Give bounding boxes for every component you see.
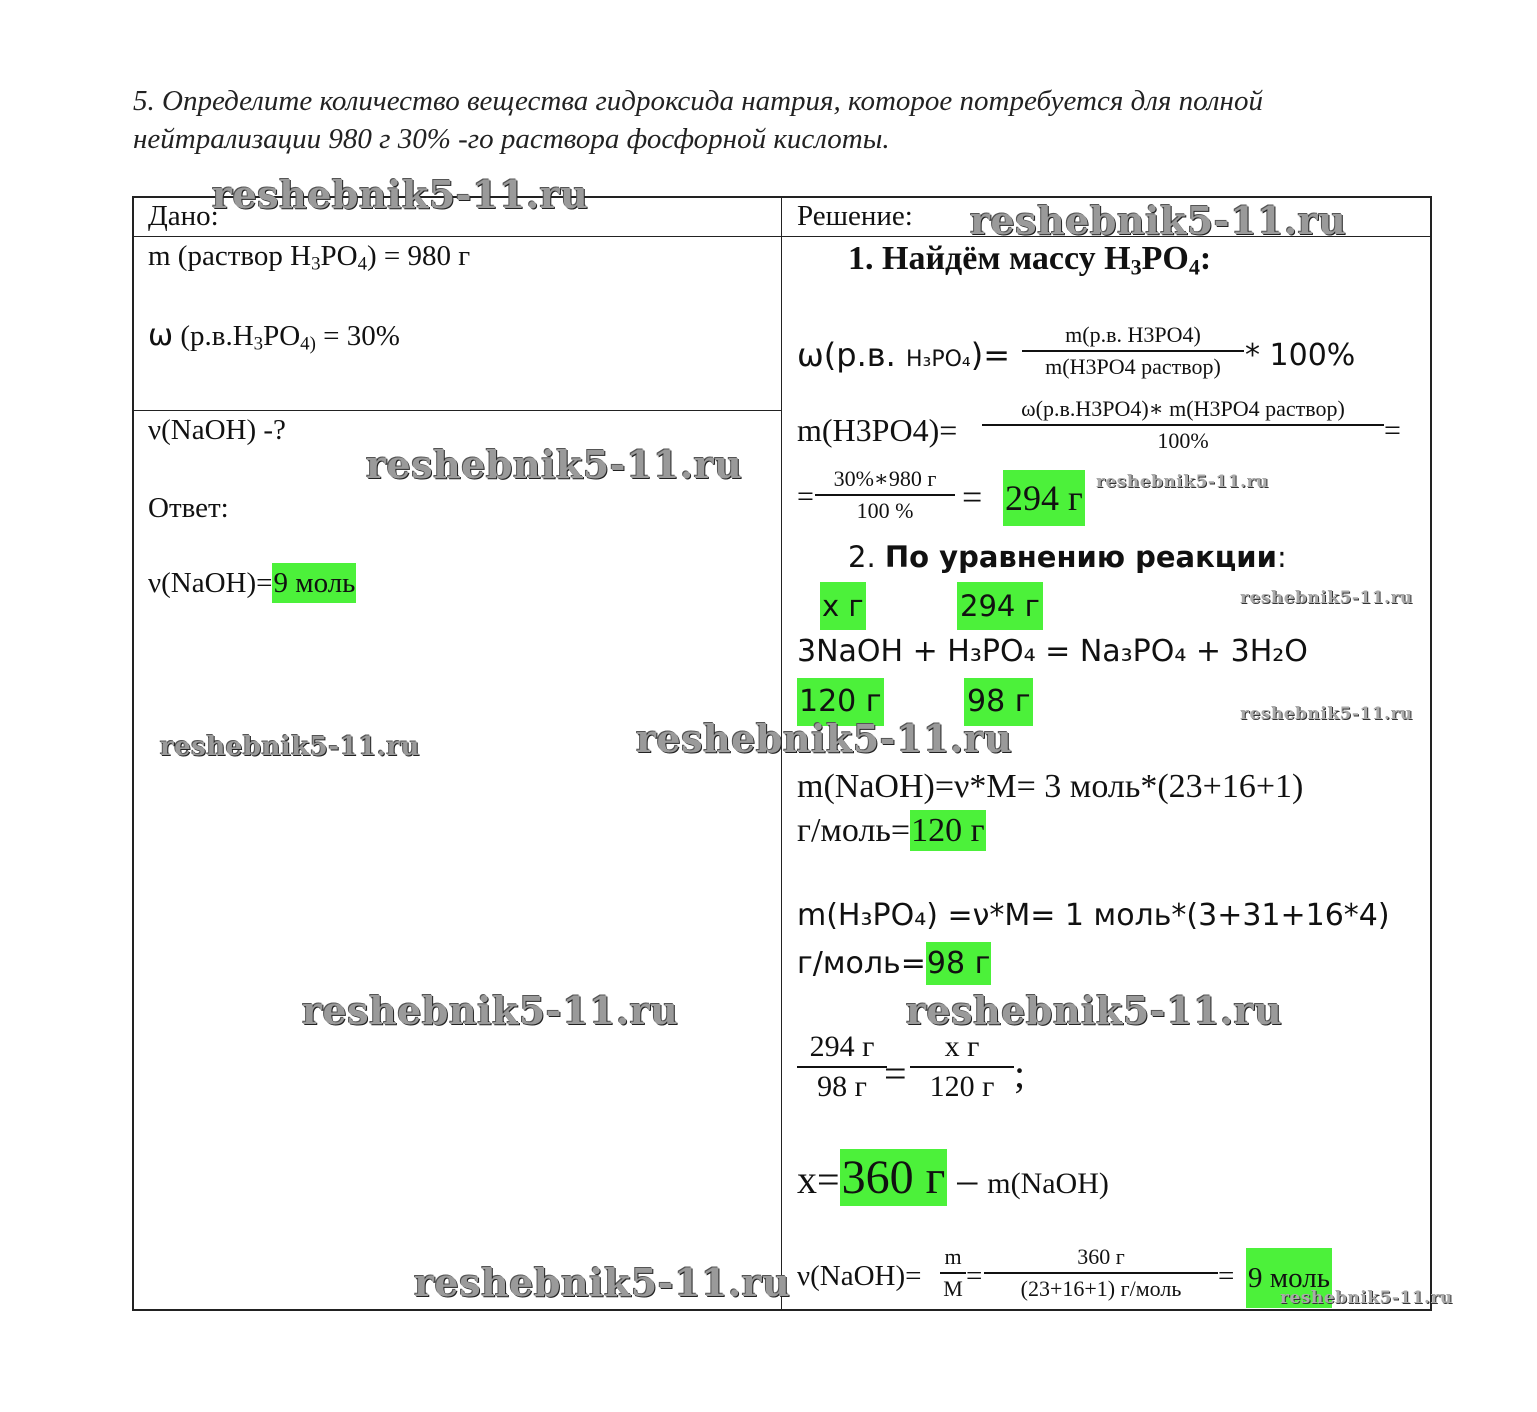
nu-fraction-main: 360 г (23+16+1) г/моль <box>984 1244 1218 1302</box>
label-98-g: 98 г <box>964 678 1033 726</box>
formula3-numerator: 30%∗980 г <box>833 466 937 491</box>
formula2-numerator: ω(р.в.H3PO4)∗ m(H3PO4 раствор) <box>1021 396 1345 421</box>
table-left-border <box>132 196 134 1311</box>
answer-label: Ответ: <box>148 492 229 524</box>
watermark-logo: reshebnik5-11.ru <box>212 172 589 217</box>
watermark-logo: reshebnik5-11.ru <box>636 716 1013 761</box>
find-quantity: ν(NaOH) -? <box>148 414 286 446</box>
table-given-divider <box>132 410 782 411</box>
x-result-line: x=360 г – m(NaOH) <box>797 1151 1109 1204</box>
formula3-fraction <box>815 466 955 524</box>
watermark-logo: reshebnik5-11.ru <box>970 198 1347 243</box>
label-294-g: 294 г <box>957 582 1043 630</box>
watermark-logo: reshebnik5-11.ru <box>1240 588 1413 608</box>
nu-value-highlight: 9 моль <box>1246 1248 1332 1308</box>
watermark-logo: reshebnik5-11.ru <box>1096 472 1269 492</box>
answer-value-highlight: 9 моль <box>272 563 356 603</box>
x-value-highlight: 360 г <box>841 1151 946 1204</box>
proportion-equals: = <box>884 1051 907 1096</box>
watermark-logo: reshebnik5-11.ru <box>366 442 743 487</box>
formula1-left: ω(р.в. H₃PO₄)= <box>797 336 1011 374</box>
formula2-fraction <box>982 396 1384 454</box>
nu-fraction-m-over-M: m M <box>940 1244 966 1302</box>
omega-symbol: ω <box>148 318 174 353</box>
watermark-logo: reshebnik5-11.ru <box>906 988 1283 1033</box>
m-naoh-line1: m(NaOH)=ν*M= 3 моль*(23+16+1) <box>797 768 1304 805</box>
watermark-logo: reshebnik5-11.ru <box>1280 1288 1453 1308</box>
m-h3po4-line1: m(H₃PO₄) =ν*M= 1 моль*(3+31+16*4) <box>797 898 1390 933</box>
label-120-g: 120 г <box>797 678 884 726</box>
watermark-logo: reshebnik5-11.ru <box>160 732 421 762</box>
given-mass: m (раствор $H_3PO_4) = 980$ г <box>148 240 471 275</box>
given-header: Дано: <box>148 200 219 232</box>
formula3-equals2: = <box>962 477 983 517</box>
formula1-numerator: m(р.в. H3PO4) <box>1065 322 1201 347</box>
formula3-denominator: 100 % <box>856 498 914 523</box>
m-h3po4-line2: г/моль=98 г <box>797 946 991 981</box>
m-h3po4-value-highlight: 98 г <box>926 942 991 985</box>
proportion-fraction-right: x г 120 г <box>910 1030 1014 1104</box>
nu-equals2: = <box>1218 1260 1235 1292</box>
proportion-semicolon: ; <box>1014 1051 1026 1096</box>
m-naoh-value-highlight: 120 г <box>911 812 985 849</box>
table-bottom-border <box>132 1309 1432 1311</box>
nu-equals1: = <box>966 1260 983 1292</box>
step2-title: 2. По уравнению реакции: <box>848 540 1287 574</box>
watermark-logo: reshebnik5-11.ru <box>414 1260 791 1305</box>
nu-naoh-prefix: ν(NaOH)= <box>797 1260 922 1292</box>
solution-header: Решение: <box>797 200 913 232</box>
m-naoh-line2: г/моль=120 г <box>797 812 985 849</box>
formula2-left: m(H3PO4)= <box>797 412 958 448</box>
table-right-border <box>1430 196 1432 1311</box>
proportion-fraction-left: 294 г 98 г <box>797 1030 887 1104</box>
formula3-equals: = <box>797 480 814 513</box>
formula1-fraction <box>1022 322 1244 380</box>
given-omega: ω ($р.в.H_3PO_{4)} = 30\%$ <box>148 318 400 355</box>
formula2-denominator: 100% <box>1157 428 1209 453</box>
formula1-denominator: m(H3PO4 раствор) <box>1045 354 1221 379</box>
watermark-logo: reshebnik5-11.ru <box>1240 704 1413 724</box>
label-x-g: x г <box>820 582 866 630</box>
answer-line: ν(NaOH)=9 моль <box>148 567 356 600</box>
formula1-right: * 100% <box>1245 338 1356 373</box>
formula3-result-highlight: 294 г <box>1003 470 1085 526</box>
task-statement: 5. Определите количество вещества гидроксида натрия, которое потребуется для полной нейтрализации 980 г 30% -го раствора фосфорной кислоты. <box>133 85 1263 155</box>
reaction-equation: 3NaOH + H₃PO₄ = Na₃PO₄ + 3H₂O <box>797 634 1308 669</box>
step1-title: 1. Найдём массу $H_3PO_4$: <box>848 240 1212 280</box>
formula2-equals: = <box>1384 414 1401 447</box>
watermark-logo: reshebnik5-11.ru <box>302 988 679 1033</box>
